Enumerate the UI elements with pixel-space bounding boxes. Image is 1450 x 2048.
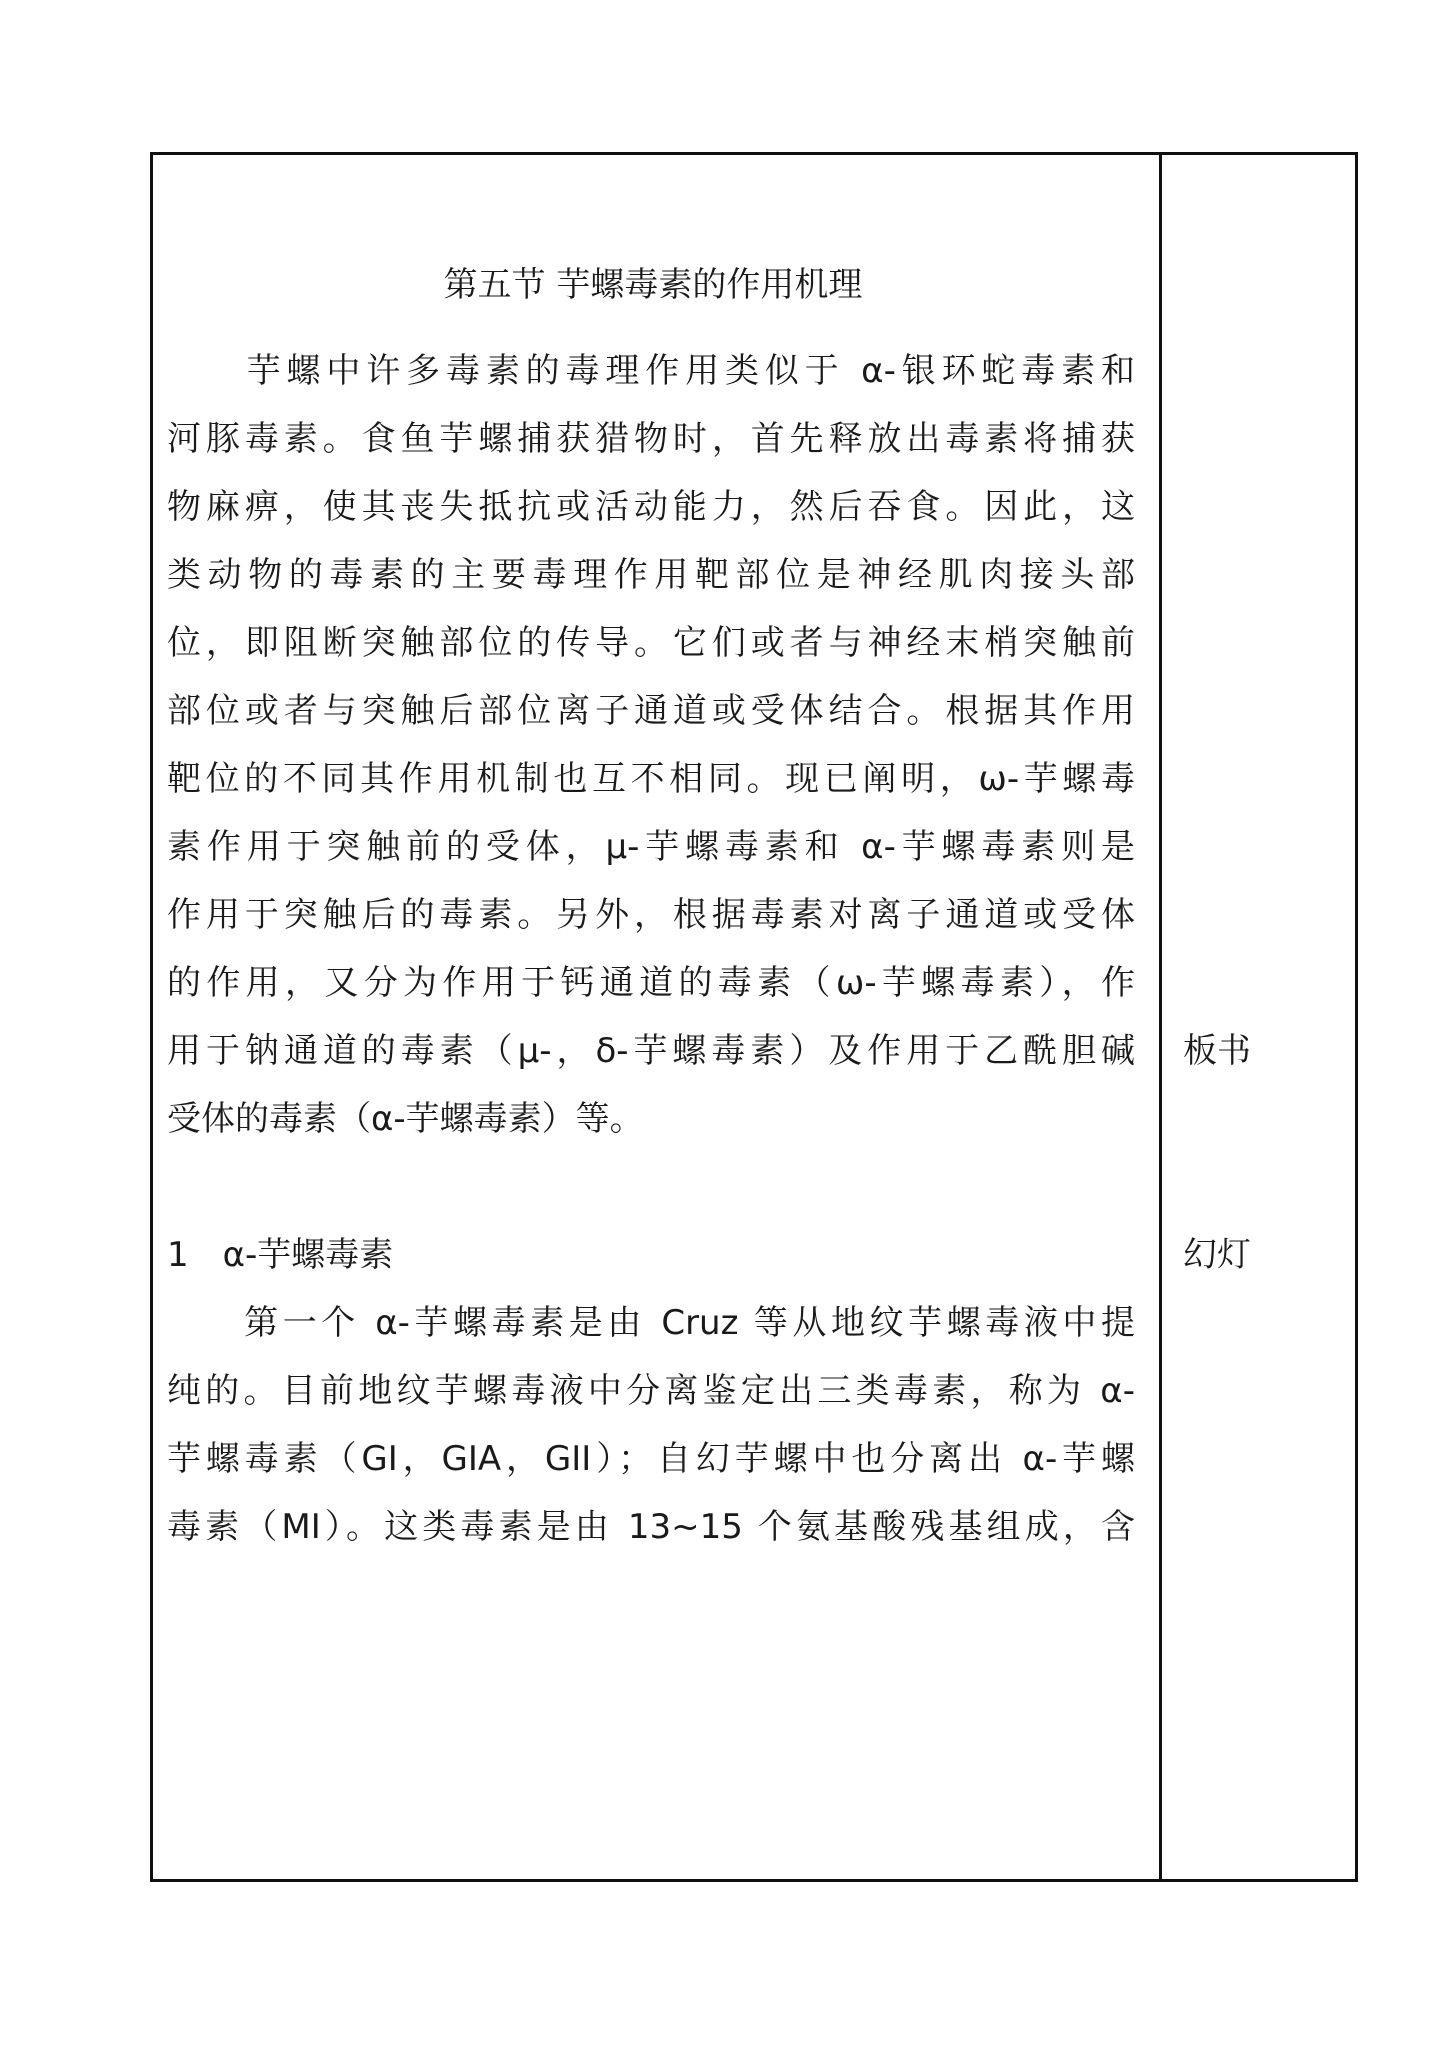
column-divider <box>1159 155 1162 1879</box>
paragraph-line: 作用于突触后的毒素。另外，根据毒素对离子通道或受体 <box>167 895 1135 935</box>
paragraph-line: 的作用，又分为作用于钙通道的毒素（ω-芋螺毒素），作 <box>167 963 1135 1003</box>
section-title: 第五节 芋螺毒素的作用机理 <box>443 265 863 305</box>
paragraph-line: 受体的毒素（α-芋螺毒素）等。 <box>167 1099 644 1139</box>
paragraph-line: 芋螺毒素（GI，GIA，GII）；自幻芋螺中也分离出 α-芋螺 <box>167 1439 1135 1479</box>
paragraph-line: 毒素（MI）。这类毒素是由 13~15 个氨基酸残基组成，含 <box>167 1507 1135 1547</box>
lesson-table <box>150 152 1358 1882</box>
paragraph-line: 纯的。目前地纹芋螺毒液中分离鉴定出三类毒素，称为 α- <box>167 1371 1135 1411</box>
paragraph-line: 芋螺中许多毒素的毒理作用类似于 α-银环蛇毒素和 <box>167 351 1135 391</box>
notes-column <box>1165 155 1355 1879</box>
paragraph-line: 河豚毒素。食鱼芋螺捕获猎物时，首先释放出毒素将捕获 <box>167 419 1135 459</box>
note-slides: 幻灯 <box>1183 1235 1251 1275</box>
paragraph-line: 部位或者与突触后部位离子通道或受体结合。根据其作用 <box>167 691 1135 731</box>
paragraph-line: 位，即阻断突触部位的传导。它们或者与神经末梢突触前 <box>167 623 1135 663</box>
paragraph-line: 用于钠通道的毒素（μ-，δ-芋螺毒素）及作用于乙酰胆碱 <box>167 1031 1135 1071</box>
note-board: 板书 <box>1183 1031 1251 1071</box>
paragraph-line: 类动物的毒素的主要毒理作用靶部位是神经肌肉接头部 <box>167 555 1135 595</box>
paragraph-line: 素作用于突触前的受体，μ-芋螺毒素和 α-芋螺毒素则是 <box>167 827 1135 867</box>
paragraph-line: 物麻痹，使其丧失抵抗或活动能力，然后吞食。因此，这 <box>167 487 1135 527</box>
subheading: 1 α-芋螺毒素 <box>167 1235 394 1275</box>
content-column <box>167 155 1139 1879</box>
paragraph-line: 靶位的不同其作用机制也互不相同。现已阐明，ω-芋螺毒 <box>167 759 1135 799</box>
paragraph-line: 第一个 α-芋螺毒素是由 Cruz 等从地纹芋螺毒液中提 <box>167 1303 1135 1343</box>
